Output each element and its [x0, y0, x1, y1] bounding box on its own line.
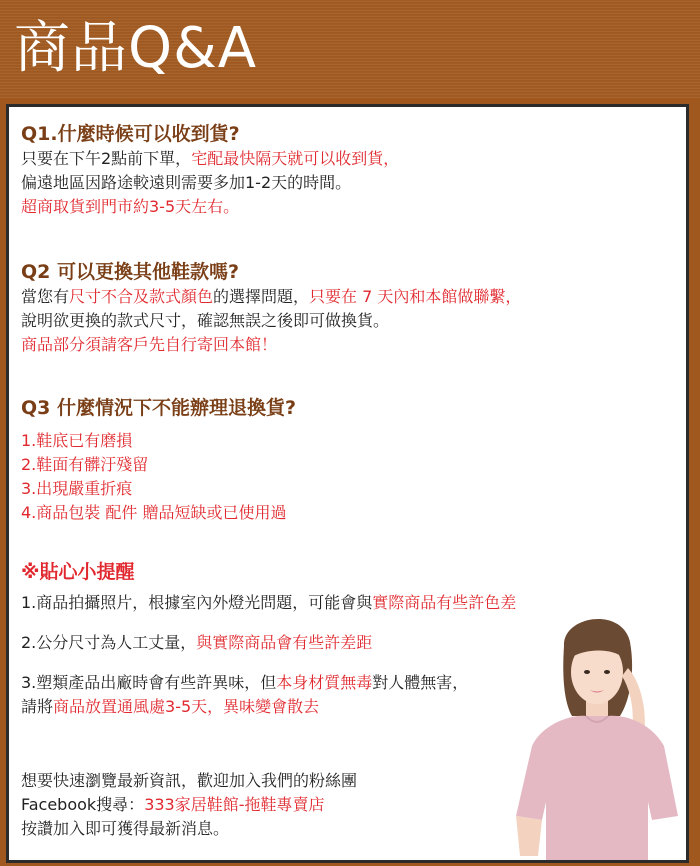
footer-line-3: 按讚加入即可獲得最新消息。	[21, 819, 230, 838]
q2-title: Q2 可以更換其他鞋款嗎?	[21, 261, 240, 283]
model-photo	[502, 606, 689, 863]
q3-item: 2.鞋面有髒汙殘留	[21, 455, 149, 474]
faq-q3	[21, 395, 296, 525]
faq-q1	[21, 121, 399, 219]
tip-1: 1.商品拍攝照片，根據室內外燈光問題，可能會與實際商品有些許色差	[21, 593, 517, 612]
tips-title: ※貼心小提醒	[21, 561, 135, 583]
header-banner	[0, 0, 700, 98]
q3-item: 3.出現嚴重折痕	[21, 479, 133, 498]
footer-line-2: Facebook搜尋：333家居鞋館-拖鞋專賣店	[21, 795, 325, 814]
tip-2: 2.公分尺寸為人工丈量，與實際商品會有些許差距	[21, 633, 373, 652]
q1-line-1: 只要在下午2點前下單，宅配最快隔天就可以收到貨，	[21, 149, 400, 168]
q3-title: Q3 什麼情況下不能辦理退換貨?	[21, 397, 297, 419]
q1-line-2: 偏遠地區因路途較遠則需要多加1-2天的時間。	[21, 173, 352, 192]
footer-info	[21, 769, 357, 841]
faq-q2	[21, 259, 521, 357]
q3-item: 1.鞋底已有磨損	[21, 431, 133, 450]
faq-panel	[6, 104, 689, 863]
tip-3-line-2: 請將商品放置通風處3-5天，異味變會散去	[21, 697, 320, 716]
q1-title: Q1.什麼時候可以收到貨?	[21, 123, 240, 145]
tip-3-line-1: 3.塑類產品出廠時會有些許異味，但本身材質無毒對人體無害，	[21, 673, 469, 692]
q2-line-3: 商品部分須請客戶先自行寄回本館！	[21, 335, 278, 354]
tips-section	[21, 559, 516, 719]
q2-line-1: 當您有尺寸不合及款式顏色的選擇問題，只要在 7 天內和本館做聯繫，	[21, 287, 522, 306]
q2-line-2: 說明欲更換的款式尺寸，確認無誤之後即可做換貨。	[21, 311, 390, 330]
page-title: 商品Q&A	[14, 16, 258, 81]
footer-line-1: 想要快速瀏覽最新資訊，歡迎加入我們的粉絲團	[21, 771, 358, 790]
q1-line-3: 超商取貨到門市約3-5天左右。	[21, 197, 240, 216]
q3-item: 4.商品包裝 配件 贈品短缺或已使用過	[21, 503, 287, 522]
